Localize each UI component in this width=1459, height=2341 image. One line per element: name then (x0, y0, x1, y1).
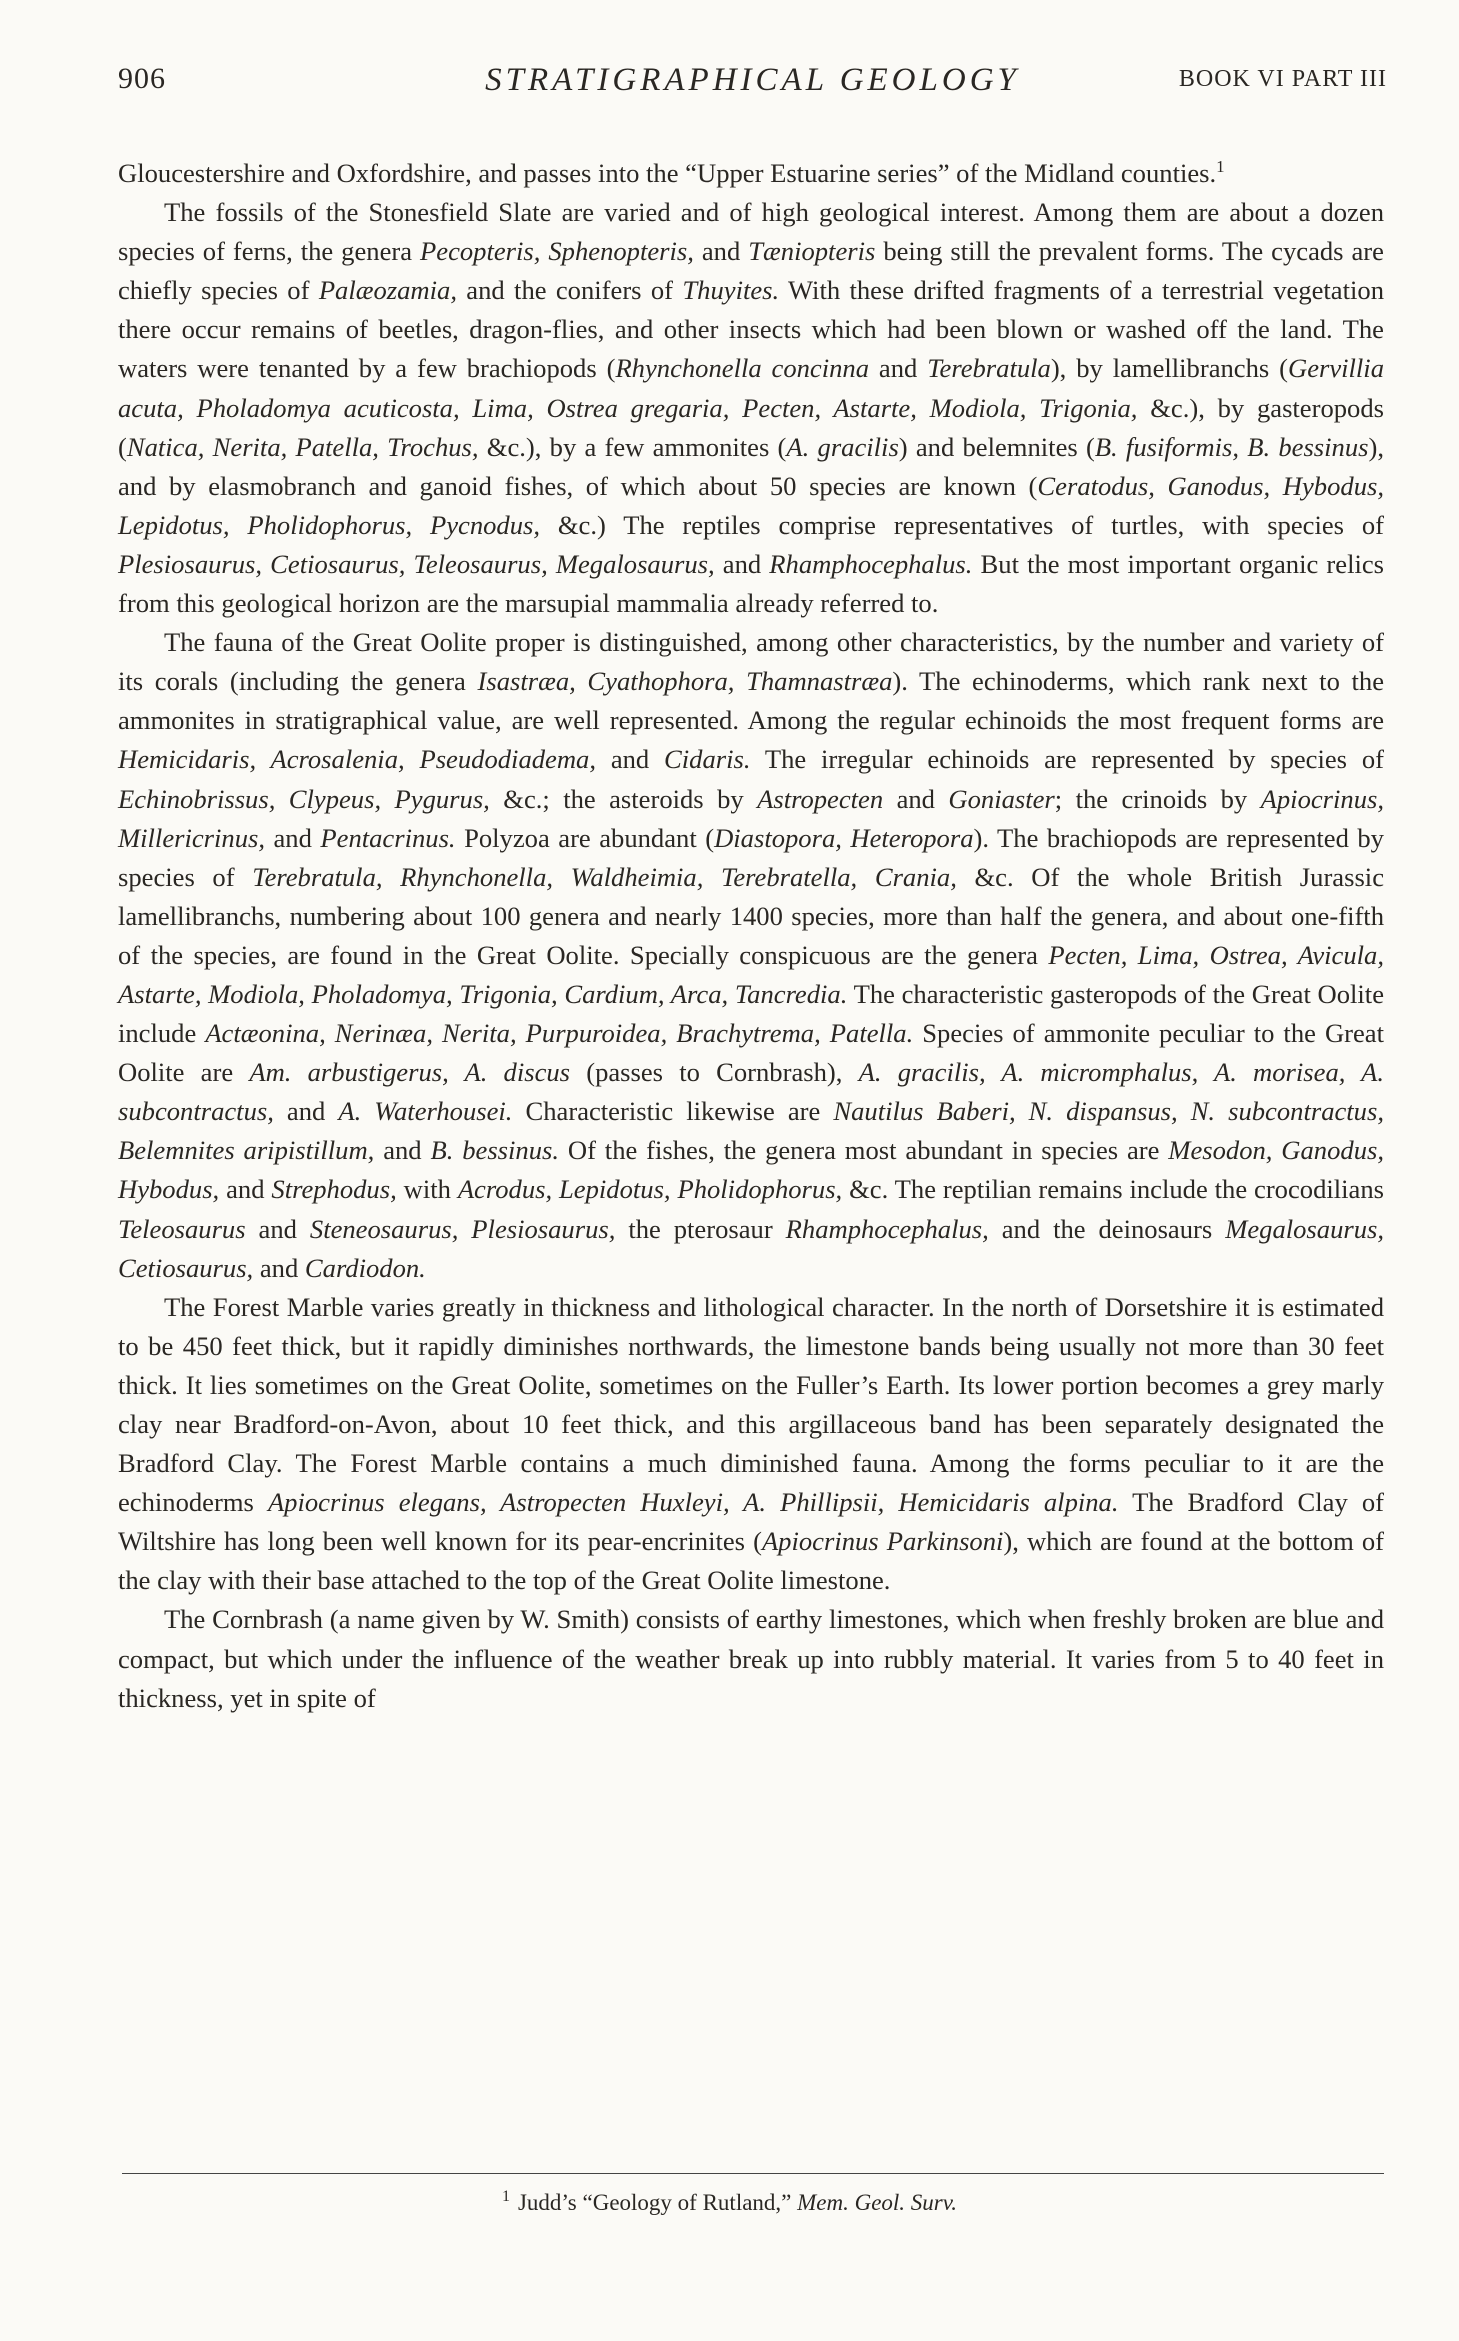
italic-term: Cardiodon. (304, 1252, 426, 1283)
text-run: being still the prevalent forms. The cycads are chiefly species of (118, 236, 1384, 306)
text-run: and (596, 744, 665, 775)
text-run: But the most important organic relics from this geological horizon are the marsupial mammalia already referred to. (118, 548, 1384, 619)
text-run: ), and by elasmobranch and ganoid fishes, of which about 50 species are known ( (118, 431, 1384, 501)
text-run: Gloucestershire and Oxfordshire, and passes into the “Upper Estuarine series” of the Midland counties. (118, 158, 1217, 188)
page-header (118, 62, 1387, 102)
text-run: Characteristic likewise are (512, 1096, 834, 1127)
footnote-marker: 1 (501, 2188, 510, 2206)
italic-term: Diastopora, Heteropora (714, 822, 974, 853)
text-run: Polyzoa are abundant ( (455, 822, 715, 853)
paragraph (118, 1288, 1384, 1601)
italic-term: Mesodon, Ganodus, Hybodus, (118, 1135, 1384, 1205)
italic-term: Tæniopteris (748, 236, 876, 267)
book-part-label: BOOK VI PART III (1178, 66, 1387, 92)
italic-term: A. gracilis, A. micromphalus, A. morisea, A. subcontractus, (118, 1057, 1384, 1127)
italic-term: B. fusiformis, B. bessinus (1094, 431, 1369, 462)
italic-term: Hemicidaris, Acrosalenia, Pseudodiadema, (118, 744, 596, 775)
text-run: The irregular echinoids are represented by species of (750, 744, 1384, 775)
italic-term: Rhamphocephalus. (769, 548, 973, 579)
body-text (118, 154, 1384, 1718)
italic-term: Am. arbustigerus, A. discus (249, 1057, 571, 1088)
italic-term: Rhynchonella concinna (615, 353, 870, 384)
text-run: The fauna of the Great Oolite proper is distinguished, among other characteristics, by the number and variety of its corals (including the genera (118, 627, 1384, 697)
footnote (0, 2190, 1459, 2216)
italic-term: Apiocrinus elegans, Astropecten Huxleyi, A. Phillipsii, Hemicidaris alpina. (267, 1487, 1119, 1518)
italic-term: B. bessinus. (430, 1135, 560, 1166)
paragraph (118, 154, 1384, 193)
italic-term: A. Waterhousei. (338, 1096, 513, 1127)
text-run: Species of ammonite peculiar to the Great Oolite are (118, 1018, 1384, 1088)
text-run: &c. Of the whole British Jurassic lamellibranchs, numbering about 100 genera and nearly 1400 species, more than half the genera, and about one-fifth of the species, are found in the Great Oolite. Specially conspicuous are the genera (118, 861, 1384, 970)
text-run: the pterosaur (615, 1213, 786, 1244)
italic-term: Apiocrinus Parkinsoni (761, 1526, 1004, 1557)
text-run: &c.) The reptiles comprise representatives of turtles, with species of (540, 509, 1384, 540)
italic-term: Natica, Nerita, Patella, Trochus, (126, 431, 479, 462)
italic-term: Terebratula (927, 353, 1051, 384)
paragraph (118, 1600, 1384, 1717)
text-run: ) and belemnites ( (898, 431, 1095, 462)
text-run: (passes to Cornbrash), (570, 1057, 859, 1088)
italic-term: Ceratodus, Ganodus, Hybodus, Lepidotus, Pholidophorus, Pycnodus, (118, 470, 1384, 540)
footnote-reference: 1 (1216, 157, 1225, 177)
italic-term: Goniaster (948, 783, 1055, 814)
italic-term: Pecten, Lima, Ostrea, Avicula, Astarte, Modiola, Pholadomya, Trigonia, Cardium, Arca, Tancredia. (118, 939, 1384, 1009)
text-run: and (883, 783, 949, 814)
text-run: and (869, 353, 928, 384)
italic-term: A. gracilis (786, 431, 899, 462)
italic-term: Rhamphocephalus, (785, 1213, 989, 1244)
text-run: The Bradford Clay of Wiltshire has long been well known for its pear-encrinites ( (118, 1487, 1384, 1557)
page-number: 906 (118, 62, 166, 95)
text-run: ), by lamellibranchs ( (1050, 353, 1288, 384)
text-run: and the deinosaurs (988, 1213, 1226, 1244)
italic-term: Pentacrinus. (320, 822, 456, 853)
text-run: ; the crinoids by (1054, 783, 1261, 814)
text-run: and (273, 1096, 339, 1127)
text-run: With these drifted fragments of a terrestrial vegetation there occur remains of beetles, dragon-flies, and other insects which had been blown or washed off the land. The waters were tenanted by a few brachiopods ( (118, 275, 1384, 384)
italic-term: Apiocrinus, Millericrinus, (118, 783, 1385, 853)
paragraph (118, 193, 1384, 623)
text-run: &c.; the asteroids by (489, 783, 758, 814)
italic-term: Isastræa, Cyathophora, Thamnastræa (477, 666, 893, 697)
text-run: and (693, 236, 749, 267)
text-run: The characteristic gasteropods of the Great Oolite include (118, 978, 1384, 1049)
italic-term: Palæozamia, (318, 275, 457, 306)
text-run: Of the fishes, the genera most abundant in species are (559, 1135, 1169, 1166)
text-run: &c.), by a few ammonites ( (478, 431, 787, 462)
italic-term: Steneosaurus, Plesiosaurus, (309, 1213, 616, 1244)
footnote-source: Mem. Geol. Surv. (797, 2190, 958, 2215)
text-run: and (253, 1252, 305, 1283)
text-run: and (245, 1213, 310, 1244)
italic-term: Strephodus, (271, 1174, 397, 1205)
text-run: and (714, 548, 770, 579)
text-run: The fossils of the Stonesfield Slate are varied and of high geological interest. Among them are about a dozen species of ferns, the genera (118, 197, 1384, 267)
text-run: and (374, 1135, 431, 1166)
italic-term: Astropecten (757, 783, 884, 814)
italic-term: Actæonina, Nerinæa, Nerita, Purpuroidea, Brachytrema, Patella. (205, 1018, 914, 1049)
text-run: ). The brachiopods are represented by species of (118, 822, 1384, 892)
running-title: STRATIGRAPHICAL GEOLOGY (485, 62, 1020, 98)
text-run: The Cornbrash (a name given by W. Smith) consists of earthy limestones, which when freshly broken are blue and compact, but which under the influence of the weather break up into rubbly material. It varies from 5 to 40 feet in thickness, yet in spite of (118, 1604, 1384, 1713)
footnote-text: Judd’s “Geology of Rutland,” (517, 2190, 798, 2215)
text-run: with (396, 1174, 458, 1205)
footnote-divider (122, 2173, 1384, 2174)
text-run: ). The echinoderms, which rank next to the ammonites in stratigraphical value, are well represented. Among the regular echinoids the most frequent forms are (118, 666, 1384, 736)
italic-term: Pecopteris, Sphenopteris, (420, 236, 694, 267)
italic-term: Echinobrissus, Clypeus, Pygurus, (118, 783, 490, 814)
italic-term: Teleosaurus (118, 1213, 246, 1244)
text-run: and (219, 1174, 272, 1205)
italic-term: Nautilus Baberi, N. dispansus, N. subcontractus, Belemnites aripistillum, (118, 1096, 1384, 1166)
italic-term: Acrodus, Lepidotus, Pholidophorus, (457, 1174, 843, 1205)
text-run: and the conifers of (456, 275, 683, 306)
text-run: ), which are found at the bottom of the clay with their base attached to the top of the Great Oolite limestone. (118, 1526, 1384, 1596)
text-run: &c. The reptilian remains include the crocodilians (842, 1174, 1384, 1205)
italic-term: Plesiosaurus, Cetiosaurus, Teleosaurus, Megalosaurus, (118, 548, 715, 579)
italic-term: Gervillia acuta, Pholadomya acuticosta, Lima, Ostrea gregaria, Pecten, Astarte, Modiola, Trigonia, (118, 353, 1384, 423)
paragraph (118, 623, 1384, 1288)
italic-term: Cidaris. (664, 744, 751, 775)
italic-term: Thuyites. (682, 275, 780, 306)
text-run: The Forest Marble varies greatly in thickness and lithological character. In the north of Dorsetshire it is estimated to be 450 feet thick, but it rapidly diminishes northwards, the limestone bands being usually not more than 30 feet thick. It lies sometimes on the Great Oolite, sometimes on the Fuller’s Earth. Its lower portion becomes a grey marly clay near Bradford-on-Avon, about 10 feet thick, and this argillaceous band has been separately designated the Bradford Clay. The Forest Marble contains a much diminished fauna. Among the forms peculiar to it are the echinoderms (118, 1291, 1384, 1518)
italic-term: Megalosaurus, Cetiosaurus, (118, 1213, 1385, 1283)
text-run: &c.), by gasteropods ( (118, 392, 1385, 462)
text-run: and (265, 822, 321, 853)
italic-term: Terebratula, Rhynchonella, Waldheimia, Terebratella, Crania, (252, 861, 957, 892)
